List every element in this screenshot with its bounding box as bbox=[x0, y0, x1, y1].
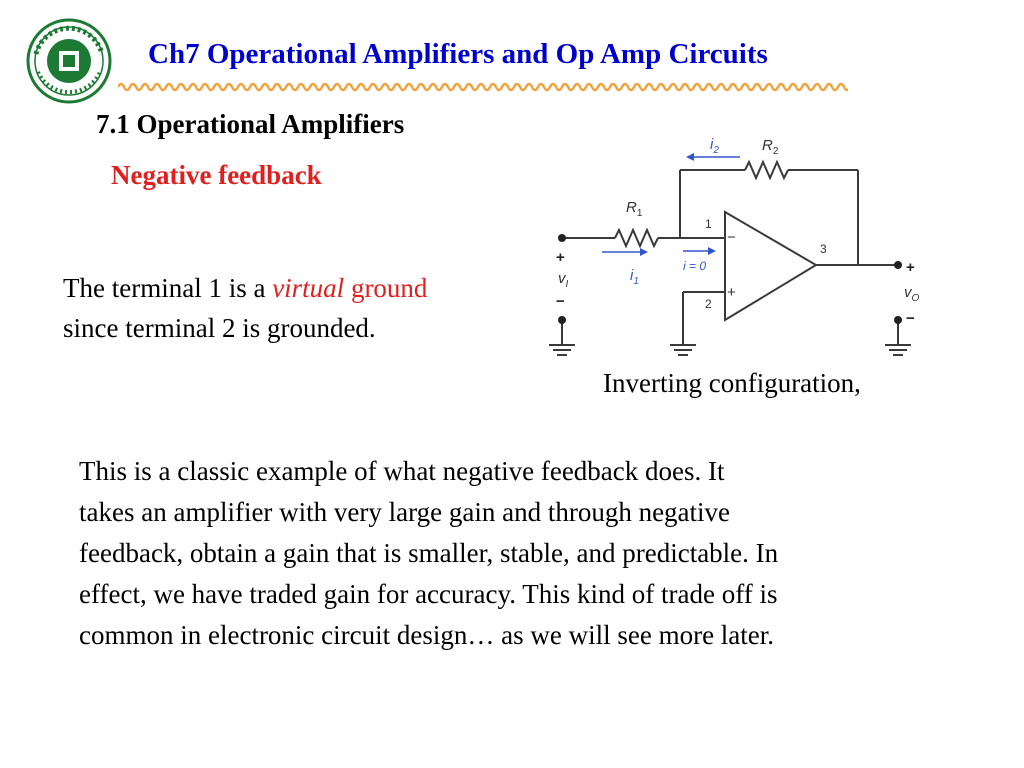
resistor-r1 bbox=[615, 230, 658, 246]
body-line: takes an amplifier with very large gain and through negative bbox=[79, 497, 731, 527]
virtual-ground-line-2: since terminal 2 is grounded. bbox=[63, 313, 376, 343]
ground-symbol-center bbox=[670, 345, 696, 355]
output-terminal-negative bbox=[894, 316, 902, 324]
resistor-r2 bbox=[745, 162, 788, 178]
ground-symbol-input bbox=[549, 345, 575, 355]
virtual-ground-text-a: The terminal 1 is a bbox=[63, 273, 266, 303]
inverting-amplifier-diagram bbox=[540, 120, 960, 370]
virtual-ground-emphasis: virtual bbox=[272, 273, 345, 303]
label-node-1: 1 bbox=[705, 217, 712, 231]
slide-title: Ch7 Operational Amplifiers and Op Amp Circuits bbox=[148, 38, 768, 70]
label-i1: $i_1$ bbox=[630, 267, 639, 287]
virtual-ground-note bbox=[63, 268, 427, 348]
label-input-plus: + bbox=[556, 249, 565, 266]
output-terminal-positive bbox=[894, 261, 902, 269]
label-vo: $v_O$ bbox=[904, 284, 920, 304]
body-paragraph bbox=[79, 451, 979, 656]
op-amp-symbol bbox=[725, 212, 816, 320]
label-r1: $R_1$ bbox=[626, 199, 643, 219]
section-heading: 7.1 Operational Amplifiers bbox=[96, 109, 405, 139]
body-line: feedback, obtain a gain that is smaller, stable, and predictable. In bbox=[79, 538, 779, 568]
university-logo bbox=[26, 18, 112, 104]
i1-arrowhead bbox=[640, 248, 648, 256]
virtual-ground-text-b: ground bbox=[350, 273, 428, 303]
label-output-plus: + bbox=[906, 259, 915, 276]
body-line: effect, we have traded gain for accuracy. This kind of trade off is bbox=[79, 579, 778, 609]
label-i-zero: i = 0 bbox=[683, 259, 707, 273]
ground-symbol-output bbox=[885, 345, 911, 355]
input-terminal-negative bbox=[558, 316, 566, 324]
label-vi: $v_I$ bbox=[558, 270, 569, 290]
label-r2: $R_2$ bbox=[762, 137, 779, 157]
decorative-wave-divider bbox=[118, 80, 848, 94]
label-node-2: 2 bbox=[705, 297, 712, 311]
label-minus-input: − bbox=[727, 229, 736, 246]
label-plus-input: + bbox=[727, 284, 736, 301]
diagram-caption: Inverting configuration, bbox=[603, 368, 861, 398]
i-zero-arrowhead bbox=[708, 247, 716, 255]
body-line: This is a classic example of what negative feedback does. It bbox=[79, 456, 725, 486]
subheading: Negative feedback bbox=[111, 160, 322, 190]
input-terminal-positive bbox=[558, 234, 566, 242]
label-i2: $i_2$ bbox=[710, 136, 719, 156]
label-node-3: 3 bbox=[820, 242, 827, 256]
i2-arrowhead bbox=[686, 153, 694, 161]
label-output-minus: − bbox=[906, 310, 915, 327]
virtual-ground-line-1 bbox=[63, 268, 427, 308]
label-input-minus: − bbox=[556, 293, 565, 310]
body-line: common in electronic circuit design… as we will see more later. bbox=[79, 620, 775, 650]
